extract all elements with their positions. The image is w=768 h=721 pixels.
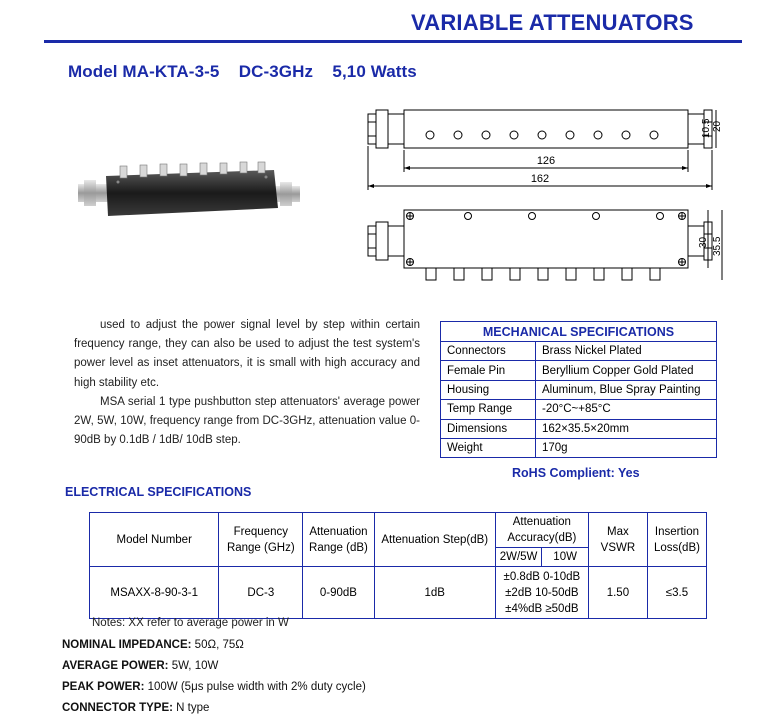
cell-model-number: MSAXX-8-90-3-1: [90, 567, 219, 619]
spec-line-average-power: [62, 660, 218, 672]
header-accuracy-2w5w: 2W/5W: [495, 548, 542, 567]
spec-key: Female Pin: [441, 361, 536, 380]
accuracy-line: ±4%dB ≥50dB: [505, 602, 579, 615]
cell-attenuation-step: 1dB: [374, 567, 495, 619]
description-para-2: MSA serial 1 type pushbutton step attenuators' average power 2W, 5W, 10W, frequency range from DC-3GHz, attenuation value 0-90dB by 0.1dB / 1dB/ 10dB step.: [74, 395, 420, 447]
spec-value: 162×35.5×20mm: [536, 419, 717, 438]
spec-label: PEAK POWER:: [62, 681, 145, 693]
header-model-number: Model Number: [90, 513, 219, 567]
header-attenuation-range: Attenuation Range (dB): [303, 513, 374, 567]
header-vswr: Max VSWR: [588, 513, 647, 567]
spec-value: 170g: [536, 438, 717, 457]
spec-key: Weight: [441, 438, 536, 457]
spec-label: NOMINAL IMPEDANCE:: [62, 639, 192, 651]
model-title: Model MA-KTA-3-5 DC-3GHz 5,10 Watts: [68, 62, 417, 81]
table-note: Notes: XX refer to average power in W: [92, 617, 289, 629]
dim-side-height-1: 30: [698, 236, 709, 248]
header-insertion-loss: Insertion Loss(dB): [647, 513, 706, 567]
header-frequency: Frequency Range (GHz): [219, 513, 303, 567]
table-row: [441, 342, 717, 361]
dim-side-height-2: 35.5: [712, 236, 723, 256]
spec-value: Aluminum, Blue Spray Painting: [536, 380, 717, 399]
cell-vswr: 1.50: [588, 567, 647, 619]
spec-text: 50Ω, 75Ω: [191, 639, 244, 651]
electrical-spec-table: [89, 512, 707, 619]
table-row: [441, 380, 717, 399]
spec-value: -20°C~+85°C: [536, 400, 717, 419]
cell-frequency: DC-3: [219, 567, 303, 619]
table-row: [90, 567, 707, 619]
cell-insertion-loss: ≤3.5: [647, 567, 706, 619]
spec-line-impedance: [62, 639, 244, 651]
accuracy-line: ±0.8dB 0-10dB: [503, 570, 581, 583]
dim-total-length: 162: [530, 173, 550, 185]
spec-line-peak-power: [62, 681, 366, 693]
header-accuracy: Attenuation Accuracy(dB): [495, 513, 588, 548]
mechanical-spec-table: [440, 321, 717, 458]
spec-value: Brass Nickel Plated: [536, 342, 717, 361]
spec-label: CONNECTOR TYPE:: [62, 702, 173, 714]
product-photo: [74, 162, 306, 224]
spec-key: Housing: [441, 380, 536, 399]
header-attenuation-step: Attenuation Step(dB): [374, 513, 495, 567]
cell-accuracy: [495, 567, 588, 619]
table-row: [441, 438, 717, 457]
accuracy-line: ±2dB 10-50dB: [505, 586, 579, 599]
spec-value: Beryllium Copper Gold Plated: [536, 361, 717, 380]
product-description: [74, 316, 420, 450]
header-accuracy-10w: 10W: [542, 548, 589, 567]
spec-line-connector: [62, 702, 209, 714]
spec-text: N type: [172, 702, 210, 714]
top-view-drawing: [360, 100, 723, 192]
dim-top-height-1: 10.5: [701, 118, 712, 138]
table-row: [441, 361, 717, 380]
mechanical-spec-title: MECHANICAL SPECIFICATIONS: [441, 322, 717, 342]
spec-text: 5W, 10W: [168, 660, 219, 672]
page-banner: VARIABLE ATTENUATORS: [411, 10, 694, 35]
spec-key: Dimensions: [441, 419, 536, 438]
dim-top-height-2: 20: [712, 120, 723, 132]
rohs-status: RoHS Complient: Yes: [512, 466, 640, 480]
spec-key: Temp Range: [441, 400, 536, 419]
table-row: [441, 419, 717, 438]
spec-key: Connectors: [441, 342, 536, 361]
dim-inner-length: 126: [536, 155, 556, 167]
electrical-spec-title: ELECTRICAL SPECIFICATIONS: [65, 485, 252, 499]
spec-label: AVERAGE POWER:: [62, 660, 169, 672]
side-view-drawing: [360, 204, 725, 288]
banner-rule: [44, 40, 742, 43]
table-row: [441, 400, 717, 419]
description-para-1: used to adjust the power signal level by step within certain frequency range, they can also be used to adjust the test system's power level as inset attenuators, it is small with high accuracy and high stability etc.: [74, 319, 420, 389]
spec-text: 100W (5μs pulse width with 2% duty cycle): [144, 681, 366, 693]
cell-attenuation-range: 0-90dB: [303, 567, 374, 619]
